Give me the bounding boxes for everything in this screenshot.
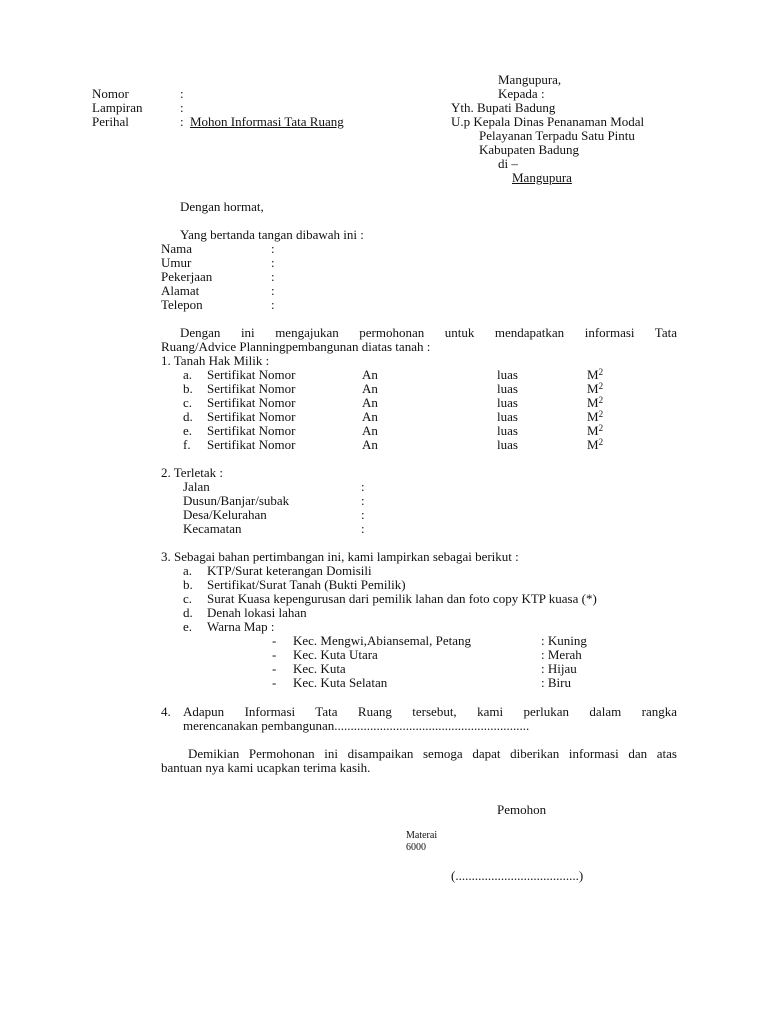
field-label: Telepon [161, 297, 203, 312]
intro-text: Yang bertanda tangan dibawah ini : [180, 227, 364, 242]
field-colon: : [271, 283, 275, 298]
item-letter: e. [183, 423, 193, 438]
field-colon: : [271, 269, 275, 284]
field-colon: : [271, 241, 275, 256]
location-colon: : [361, 479, 365, 494]
field-label: Pekerjaan [161, 269, 213, 284]
item-luas: luas [497, 367, 518, 382]
location-colon: : [361, 493, 365, 508]
recipient-office: Pelayanan Terpadu Satu Pintu [479, 128, 635, 143]
location-colon: : [361, 521, 365, 536]
item-an: An [362, 423, 378, 438]
closing-line-1: Demikian Permohonan ini disampaikan semoga dapat diberikan informasi dan atas [188, 746, 677, 761]
item-an: An [362, 395, 378, 410]
location-label: Jalan [183, 479, 210, 494]
field-colon: : [271, 255, 275, 270]
item-unit: $M^2$ [587, 381, 604, 396]
materai-value: 6000 [406, 842, 426, 853]
map-color: : Kuning [541, 633, 587, 648]
item-unit: $M^2$ [587, 367, 604, 382]
lampiran-label: Lampiran [92, 100, 143, 115]
item-an: An [362, 409, 378, 424]
recipient-di: di – [498, 156, 518, 171]
request-line-1: Dengan ini mengajukan permohonan untuk mendapatkan informasi Tata [180, 325, 677, 340]
item-luas: luas [497, 395, 518, 410]
recipient-up: U.p Kepala Dinas Penanaman Modal [451, 114, 645, 129]
perihal-label: Perihal [92, 114, 129, 129]
field-colon: : [271, 297, 275, 312]
item-an: An [362, 381, 378, 396]
attachment-letter: d. [183, 605, 193, 620]
section1-title: 1. Tanah Hak Milik : [161, 353, 270, 368]
field-label: Nama [161, 241, 193, 256]
map-kecamatan: Kec. Kuta [293, 661, 346, 676]
greeting: Dengan hormat, [180, 199, 264, 214]
recipient-yth: Yth. Bupati Badung [451, 100, 556, 115]
item-unit: $M^2$ [587, 437, 604, 452]
item-unit: $M^2$ [587, 395, 604, 410]
item-an: An [362, 437, 378, 452]
item-letter: a. [183, 367, 193, 382]
item-label: Sertifikat Nomor [207, 423, 296, 438]
perihal-colon: : [180, 114, 184, 129]
item-letter: f. [183, 437, 191, 452]
map-color: : Hijau [541, 661, 577, 676]
attachment-text: Warna Map : [207, 619, 275, 634]
attachment-text: Denah lokasi lahan [207, 605, 307, 620]
map-dash: - [272, 647, 277, 662]
kepada-label: Kepada : [498, 86, 545, 101]
item-label: Sertifikat Nomor [207, 367, 296, 382]
attachment-text: Surat Kuasa kepengurusan dari pemilik lahan dan foto copy KTP kuasa (*) [207, 591, 597, 606]
item-label: Sertifikat Nomor [207, 437, 296, 452]
section4-number: 4. [161, 704, 171, 719]
item-letter: c. [183, 395, 193, 410]
nomor-label: Nomor [92, 86, 129, 101]
attachment-text: Sertifikat/Surat Tanah (Bukti Pemilik) [207, 577, 406, 592]
map-kecamatan: Kec. Mengwi,Abiansemal, Petang [293, 633, 471, 648]
map-color: : Merah [541, 647, 582, 662]
field-label: Alamat [161, 283, 200, 298]
item-unit: $M^2$ [587, 423, 604, 438]
attachment-letter: e. [183, 619, 193, 634]
signature-title: Pemohon [497, 802, 547, 817]
item-letter: b. [183, 381, 193, 396]
request-line-2: Ruang/Advice Planningpembangunan diatas tanah : [161, 339, 431, 354]
perihal-value: Mohon Informasi Tata Ruang [190, 114, 344, 129]
lampiran-colon: : [180, 100, 184, 115]
item-luas: luas [497, 437, 518, 452]
item-letter: d. [183, 409, 193, 424]
map-kecamatan: Kec. Kuta Selatan [293, 675, 388, 690]
map-dash: - [272, 633, 277, 648]
attachment-letter: b. [183, 577, 193, 592]
section4-line-1: Adapun Informasi Tata Ruang tersebut, kami perlukan dalam rangka [183, 704, 677, 719]
attachment-text: KTP/Surat keterangan Domisili [207, 563, 372, 578]
materai-label: Materai [406, 830, 438, 841]
map-dash: - [272, 675, 277, 690]
item-an: An [362, 367, 378, 382]
location-label: Dusun/Banjar/subak [183, 493, 290, 508]
section2-title: 2. Terletak : [161, 465, 224, 480]
location-label: Kecamatan [183, 521, 242, 536]
item-luas: luas [497, 381, 518, 396]
map-color: : Biru [541, 675, 571, 690]
section4-line-2: merencanakan pembangunan............................................................ [183, 718, 530, 733]
item-label: Sertifikat Nomor [207, 381, 296, 396]
map-dash: - [272, 661, 277, 676]
map-kecamatan: Kec. Kuta Utara [293, 647, 378, 662]
place-date: Mangupura, [498, 72, 562, 87]
location-colon: : [361, 507, 365, 522]
item-luas: luas [497, 423, 518, 438]
item-luas: luas [497, 409, 518, 424]
location-label: Desa/Kelurahan [183, 507, 267, 522]
attachment-letter: a. [183, 563, 193, 578]
item-unit: $M^2$ [587, 409, 604, 424]
section3-title: 3. Sebagai bahan pertimbangan ini, kami lampirkan sebagai berikut : [161, 549, 519, 564]
attachment-letter: c. [183, 591, 193, 606]
signature-name-line: (......................................) [451, 868, 584, 883]
recipient-city: Mangupura [512, 170, 572, 185]
item-label: Sertifikat Nomor [207, 395, 296, 410]
item-label: Sertifikat Nomor [207, 409, 296, 424]
nomor-colon: : [180, 86, 184, 101]
field-label: Umur [161, 255, 192, 270]
recipient-regency: Kabupaten Badung [479, 142, 580, 157]
closing-line-2: bantuan nya kami ucapkan terima kasih. [161, 760, 371, 775]
